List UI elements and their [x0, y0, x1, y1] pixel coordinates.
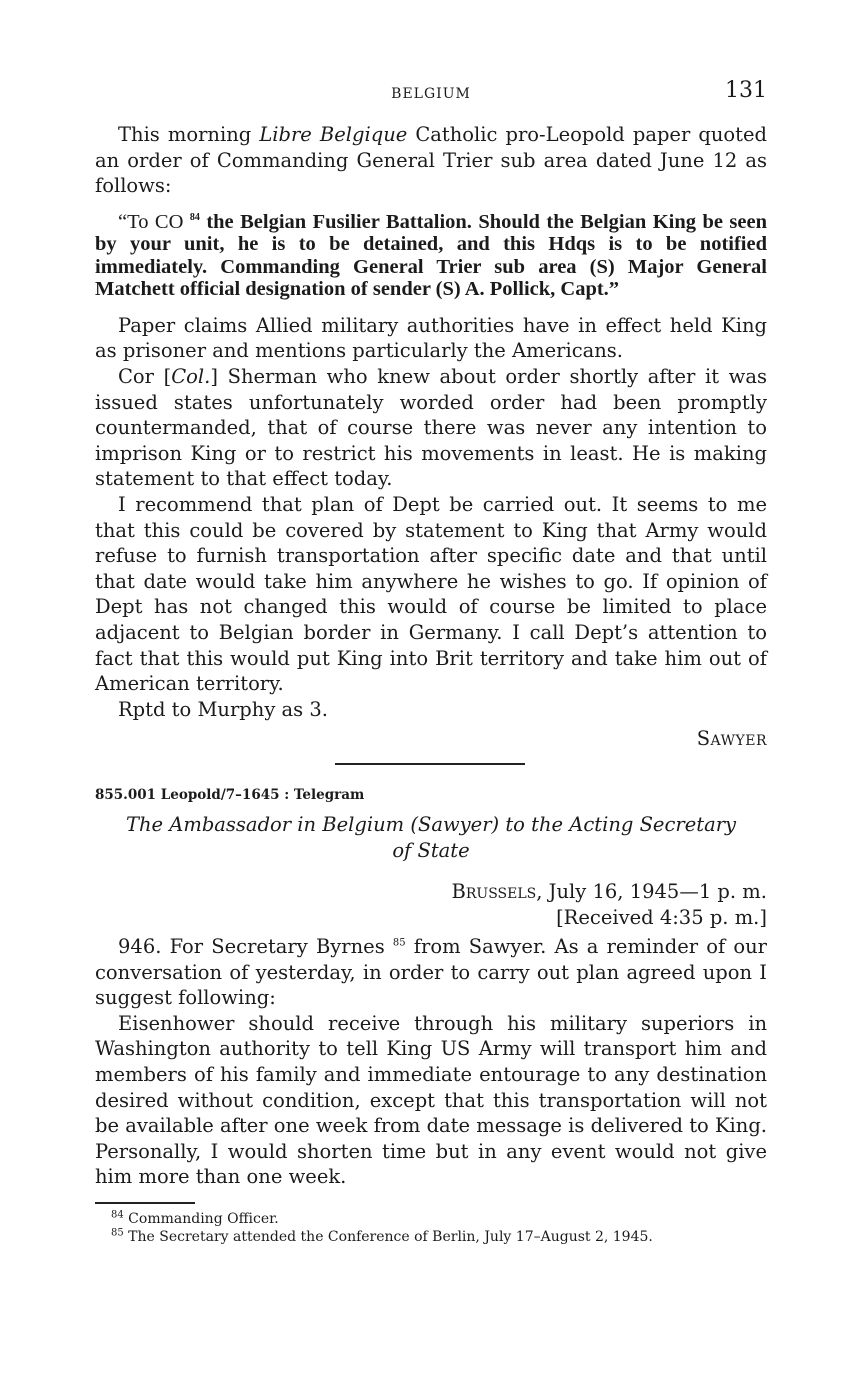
section-divider — [335, 763, 525, 765]
paragraph-eisenhower: Eisenhower should receive through his military superiors in Washington authority to tell King US Army will transport him and members of his family and immediate entourage to any destination desired without condition, except that this transportation will not be available after one week from date message is delivered to King. Personally, I would shorten time but in any event would not give him more than one week. — [95, 1011, 768, 1189]
running-title: BELGIUM — [391, 86, 471, 102]
document-title — [95, 812, 767, 864]
file-reference: 855.001 Leopold/7–1645 : Telegram — [95, 787, 365, 803]
dateline-place: Brussels — [451, 880, 537, 903]
editorial-insert: Col. — [171, 364, 211, 388]
signature: Sawyer — [696, 727, 767, 751]
running-head — [95, 78, 767, 108]
footnotes — [95, 1210, 767, 1246]
quoted-order — [95, 211, 767, 301]
text-span: “To CO — [118, 210, 190, 233]
dateline — [452, 879, 767, 905]
text-span: Cor [ — [118, 364, 172, 388]
text-span: ] Sherman who knew about order shortly after it was issued states unfortunately worded order had been promptly countermanded, that of course there was never any intention to imprison King or to restrict his movements in least. He is making statement to that effect today. — [95, 364, 768, 491]
paragraph-libre-belgique — [95, 122, 767, 199]
text-span: Catholic pro-Leopold paper quoted an order of Commanding General Trier sub area dated June 12 as follows: — [95, 123, 767, 198]
footnote-text: Commanding Officer. — [123, 1211, 279, 1227]
text-span: from Sawyer. As a reminder of our conversation of yesterday, in order to carry out plan agreed upon I suggest following: — [95, 935, 767, 1010]
paragraph-allied-claims: Paper claims Allied military authorities have in effect held King as prisoner and mentions particularly the Americans. — [95, 313, 767, 363]
section-one-body — [95, 122, 767, 752]
text-span: the Belgian Fusilier Battalion. Should the Belgian King be seen by your unit, he is to be detained, and this Hdqs is to be notified immediately. Commanding General Trier sub area (S) Major General Matchett official designation of sender (S) A. Pollick, Capt.” — [95, 210, 768, 301]
document-two-body — [95, 934, 767, 1190]
document-title-line: The Ambassador in Belgium (Sawyer) to the Acting Secretary — [125, 813, 737, 836]
paragraph-repeated: Rptd to Murphy as 3. — [118, 697, 328, 721]
footnote-ref-85: 85 — [392, 937, 406, 949]
page-number: 131 — [725, 78, 767, 103]
text-span: 946. For Secretary Byrnes — [118, 935, 393, 958]
received-line: [Received 4:35 p. m.] — [556, 906, 767, 929]
footnote-85 — [111, 1228, 767, 1246]
footnote-84 — [111, 1210, 767, 1228]
document-title-line: of State — [392, 839, 470, 862]
footnote-divider — [95, 1202, 195, 1204]
footnote-text: The Secretary attended the Conference of Berlin, July 17–August 2, 1945. — [123, 1229, 653, 1245]
text-span: This morning — [118, 123, 260, 146]
paragraph-946 — [95, 934, 767, 1011]
paragraph-sherman — [95, 364, 767, 492]
dateline-date: , July 16, 1945—1 p. m. — [536, 880, 767, 903]
newspaper-title: Libre Belgique — [259, 123, 408, 146]
paragraph-recommendation: I recommend that plan of Dept be carried out. It seems to me that this could be covered by statement to King that Army would refuse to furnish transportation after specific date and that until that date would take him anywhere he wishes to go. If opinion of Dept has not changed this would of course be limited to place adjacent to Belgian border in Germany. I call Dept’s attention to fact that this would put King into Brit territory and take him out of American territory. — [95, 492, 767, 696]
footnote-ref-84: 84 — [189, 211, 200, 223]
footnote-mark: 85 — [111, 1227, 124, 1239]
footnote-mark: 84 — [111, 1209, 124, 1221]
